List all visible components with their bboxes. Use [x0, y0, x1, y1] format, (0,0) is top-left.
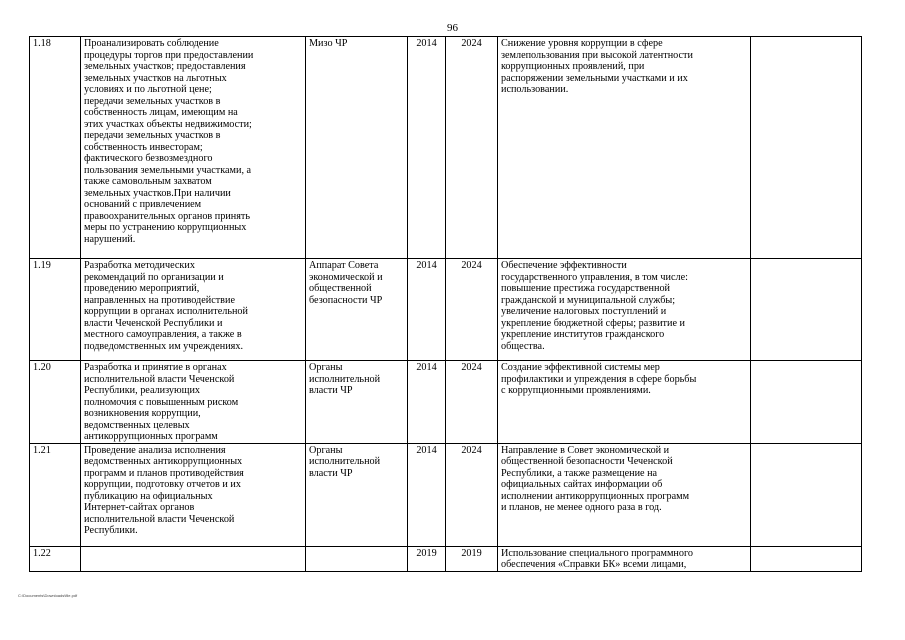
end-year: 2024	[446, 361, 498, 444]
expected-result: Снижение уровня коррупции в сфере землепользования при высокой латентности коррупционных проявлений, при распоряжении земельными участками и их использовании.	[498, 37, 751, 259]
table-row	[30, 37, 862, 259]
table-row	[30, 443, 862, 546]
end-year: 2019	[446, 546, 498, 571]
table-row	[30, 361, 862, 444]
start-year: 2014	[408, 361, 446, 444]
note-cell	[751, 37, 862, 259]
start-year: 2014	[408, 259, 446, 361]
expected-result: Использование специального программного обеспечения «Справки БК» всеми лицами,	[498, 546, 751, 571]
action-plan-table	[29, 36, 862, 572]
action-description	[81, 546, 306, 571]
expected-result: Создание эффективной системы мер профилактики и упреждения в сфере борьбы с коррупционными проявлениями.	[498, 361, 751, 444]
item-number: 1.21	[30, 443, 81, 546]
responsible-body: Мизо ЧР	[306, 37, 408, 259]
footer-file-path: C:\Documents\Downloads\file.pdf	[18, 593, 78, 598]
table-row	[30, 259, 862, 361]
item-number: 1.20	[30, 361, 81, 444]
responsible-body	[306, 546, 408, 571]
note-cell	[751, 361, 862, 444]
responsible-body: Органы исполнительной власти ЧР	[306, 361, 408, 444]
note-cell	[751, 443, 862, 546]
expected-result: Обеспечение эффективности государственного управления, в том числе: повышение престижа государственной гражданской и муниципальной службы; увеличение налоговых поступлений и укрепление бюджетной сферы; развитие и укрепление институтов гражданского общества.	[498, 259, 751, 361]
end-year: 2024	[446, 37, 498, 259]
action-description: Разработка и принятие в органах исполнительной власти Чеченской Республики, реализующих полномочия с повышенным риском возникновения коррупции, ведомственных целевых антикоррупционных программ	[81, 361, 306, 444]
item-number: 1.22	[30, 546, 81, 571]
action-description: Разработка методических рекомендаций по организации и проведению мероприятий, направленных на противодействие коррупции в органах исполнительной власти Чеченской Республики и местного самоуправления, а также в подведомственных им учреждениях.	[81, 259, 306, 361]
note-cell	[751, 259, 862, 361]
responsible-body: Органы исполнительной власти ЧР	[306, 443, 408, 546]
start-year: 2014	[408, 443, 446, 546]
note-cell	[751, 546, 862, 571]
expected-result: Направление в Совет экономической и общественной безопасности Чеченской Республики, а также размещение на официальных сайтах информации об исполнении антикоррупционных программ и планов, не менее одного раза в год.	[498, 443, 751, 546]
item-number: 1.18	[30, 37, 81, 259]
start-year: 2014	[408, 37, 446, 259]
action-description: Проведение анализа исполнения ведомственных антикоррупционных программ и планов противодействия коррупции, подготовку отчетов и их публикацию на официальных Интернет-сайтах органов исполнительной власти Чеченской Республики.	[81, 443, 306, 546]
end-year: 2024	[446, 259, 498, 361]
table-row	[30, 546, 862, 571]
action-description: Проанализировать соблюдение процедуры торгов при предоставлении земельных участков; предоставления земельных участков на льготных условиях и по льготной цене; передачи земельных участков в собственность лицам, имеющим на этих участках объекты недвижимости; передачи земельных участков в собственность инвесторам; фактического безвозмездного пользования земельными участками, а также самовольным захватом земельных участков.При наличии оснований с привлечением правоохранительных органов принять меры по устранению коррупционных нарушений.	[81, 37, 306, 259]
item-number: 1.19	[30, 259, 81, 361]
responsible-body: Аппарат Совета экономической и общественной безопасности ЧР	[306, 259, 408, 361]
page-number: 96	[447, 22, 458, 34]
end-year: 2024	[446, 443, 498, 546]
start-year: 2019	[408, 546, 446, 571]
